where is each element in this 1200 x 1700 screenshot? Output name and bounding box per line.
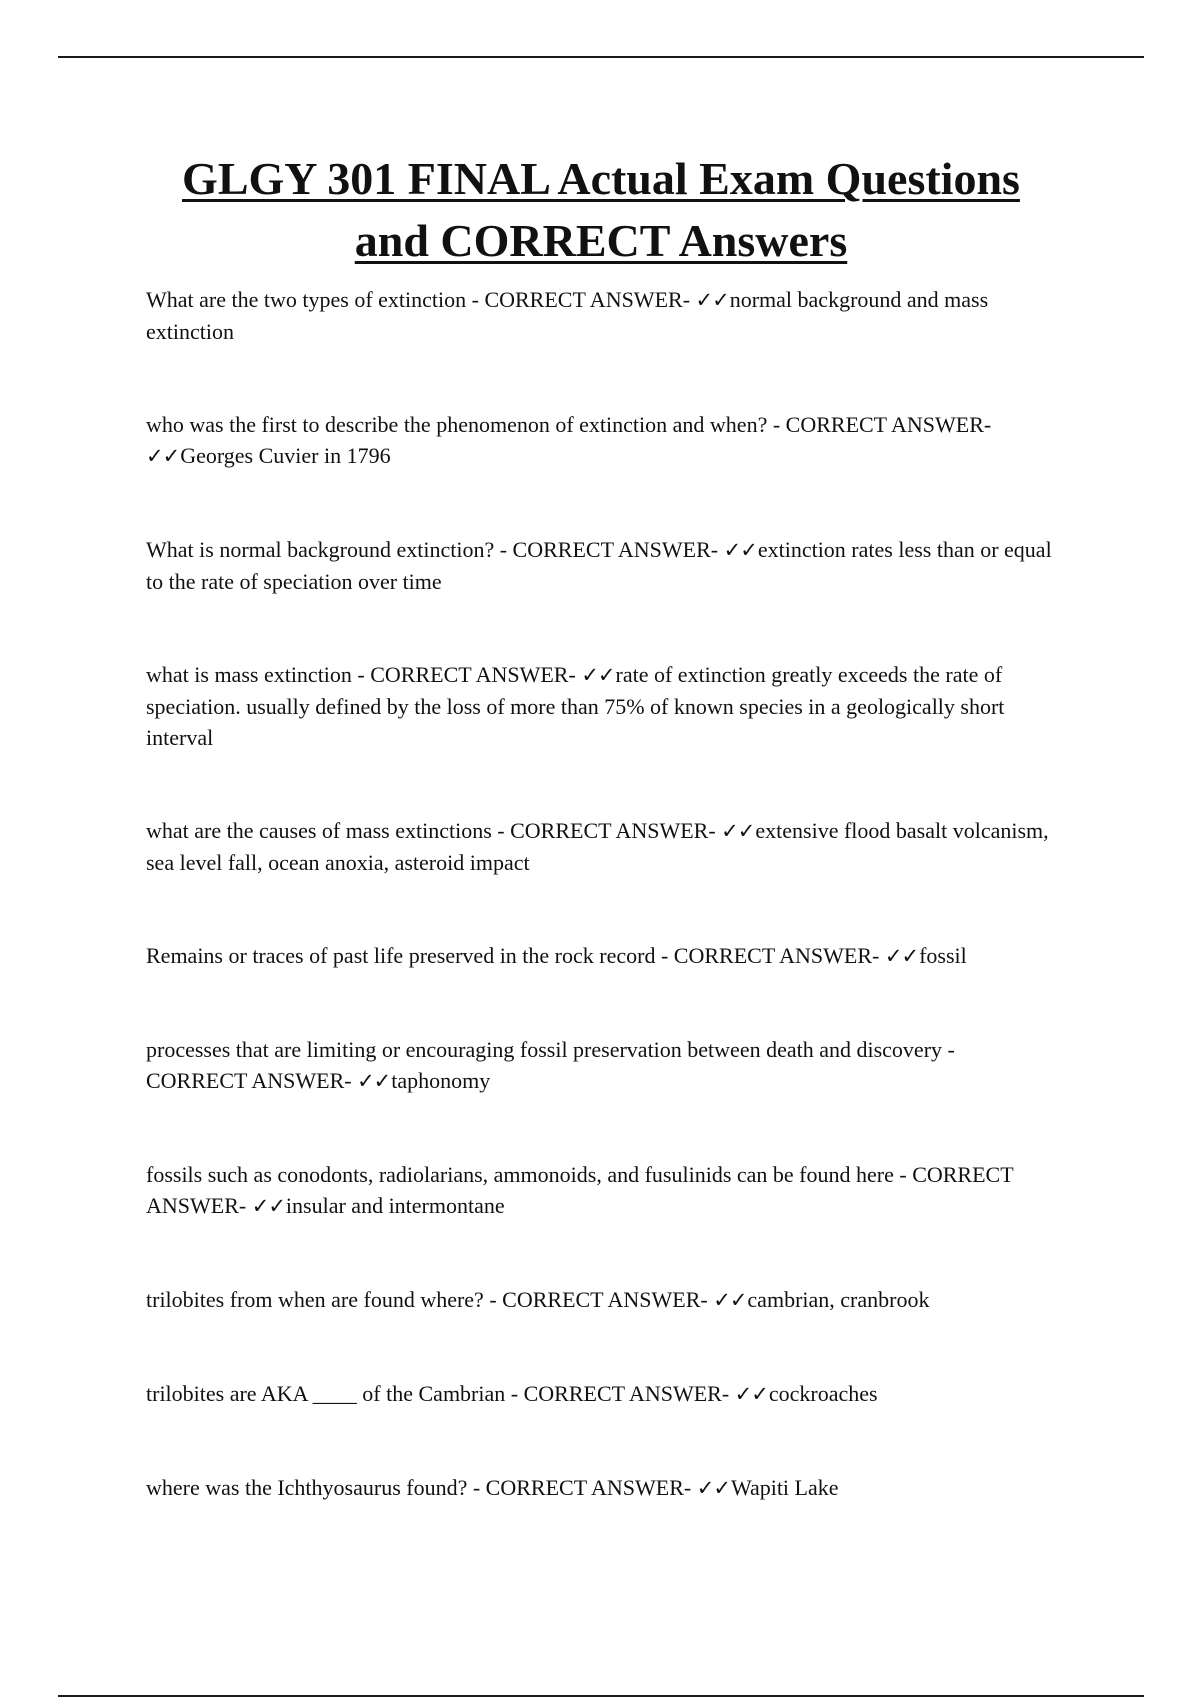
double-check-icon: ✓✓ (357, 1069, 391, 1093)
qa-item (146, 815, 1061, 878)
title-line-2: and CORRECT Answers (354, 215, 848, 266)
answer-marker: - CORRECT ANSWER- (489, 1287, 708, 1312)
answer-text: taphonomy (391, 1068, 491, 1093)
question-text: fossils such as conodonts, radiolarians, ammonoids, and fusulinids can be found here (146, 1162, 894, 1187)
qa-item (146, 1472, 1061, 1504)
question-text: Remains or traces of past life preserved in the rock record (146, 943, 656, 968)
answer-marker: - CORRECT ANSWER- (471, 287, 691, 312)
qa-item (146, 1159, 1061, 1222)
qa-item (146, 659, 1061, 753)
document-title (58, 148, 1144, 272)
question-text: where was the Ichthyosaurus found? (146, 1475, 468, 1500)
answer-marker: - CORRECT ANSWER- (499, 537, 719, 562)
answer-text: extinction rates less than or equal to the rate of speciation over time (146, 537, 1052, 594)
double-check-icon: ✓✓ (723, 538, 757, 562)
answer-text: cockroaches (768, 1381, 878, 1406)
answer-marker: - CORRECT ANSWER- (772, 412, 992, 437)
answer-marker: - CORRECT ANSWER- (146, 1037, 955, 1093)
double-check-icon: ✓✓ (884, 944, 919, 968)
question-text: trilobites from when are found where? (146, 1287, 484, 1312)
answer-text: fossil (919, 943, 967, 968)
answer-marker: - CORRECT ANSWER- (510, 1381, 730, 1406)
answer-text: Wapiti Lake (730, 1475, 839, 1500)
answer-marker: - CORRECT ANSWER- (146, 1162, 1014, 1218)
question-text: processes that are limiting or encouraging fossil preservation between death and discovery (146, 1037, 943, 1062)
top-rule (58, 56, 1144, 58)
answer-text: cambrian, cranbrook (747, 1287, 930, 1312)
qa-item (146, 409, 1061, 472)
qa-list (146, 284, 1061, 1504)
qa-item (146, 284, 1061, 347)
answer-marker: - CORRECT ANSWER- (660, 943, 880, 968)
answer-marker: - CORRECT ANSWER- (357, 662, 576, 687)
double-check-icon: ✓✓ (695, 288, 729, 312)
answer-text: rate of extinction greatly exceeds the rate of speciation. usually defined by the loss of more than 75% of known species in a geologically short interval (146, 662, 1005, 750)
double-check-icon: ✓✓ (251, 1194, 285, 1218)
question-text: what are the causes of mass extinctions (146, 818, 492, 843)
answer-text: extensive flood basalt volcanism, sea level fall, ocean anoxia, asteroid impact (146, 818, 1049, 875)
answer-text: insular and intermontane (285, 1193, 505, 1218)
bottom-rule (58, 1695, 1144, 1697)
double-check-icon: ✓✓ (696, 1476, 730, 1500)
question-text: trilobites are AKA ____ of the Cambrian (146, 1381, 506, 1406)
answer-marker: - CORRECT ANSWER- (497, 818, 716, 843)
question-text: What is normal background extinction? (146, 537, 495, 562)
double-check-icon: ✓✓ (146, 444, 180, 468)
qa-item (146, 1034, 1061, 1097)
question-text: who was the first to describe the phenomenon of extinction and when? (146, 412, 768, 437)
double-check-icon: ✓✓ (734, 1382, 768, 1406)
title-line-1: GLGY 301 FINAL Actual Exam Questions (182, 153, 1020, 204)
double-check-icon: ✓✓ (713, 1288, 747, 1312)
question-text: What are the two types of extinction (146, 287, 467, 312)
qa-item (146, 940, 1061, 972)
qa-item (146, 1284, 1061, 1316)
answer-text: normal background and mass extinction (146, 287, 989, 344)
answer-text: Georges Cuvier in 1796 (180, 443, 391, 468)
qa-item (146, 1378, 1061, 1410)
double-check-icon: ✓✓ (581, 663, 615, 687)
double-check-icon: ✓✓ (721, 819, 755, 843)
question-text: what is mass extinction (146, 662, 352, 687)
qa-item (146, 534, 1061, 597)
answer-marker: - CORRECT ANSWER- (472, 1475, 692, 1500)
